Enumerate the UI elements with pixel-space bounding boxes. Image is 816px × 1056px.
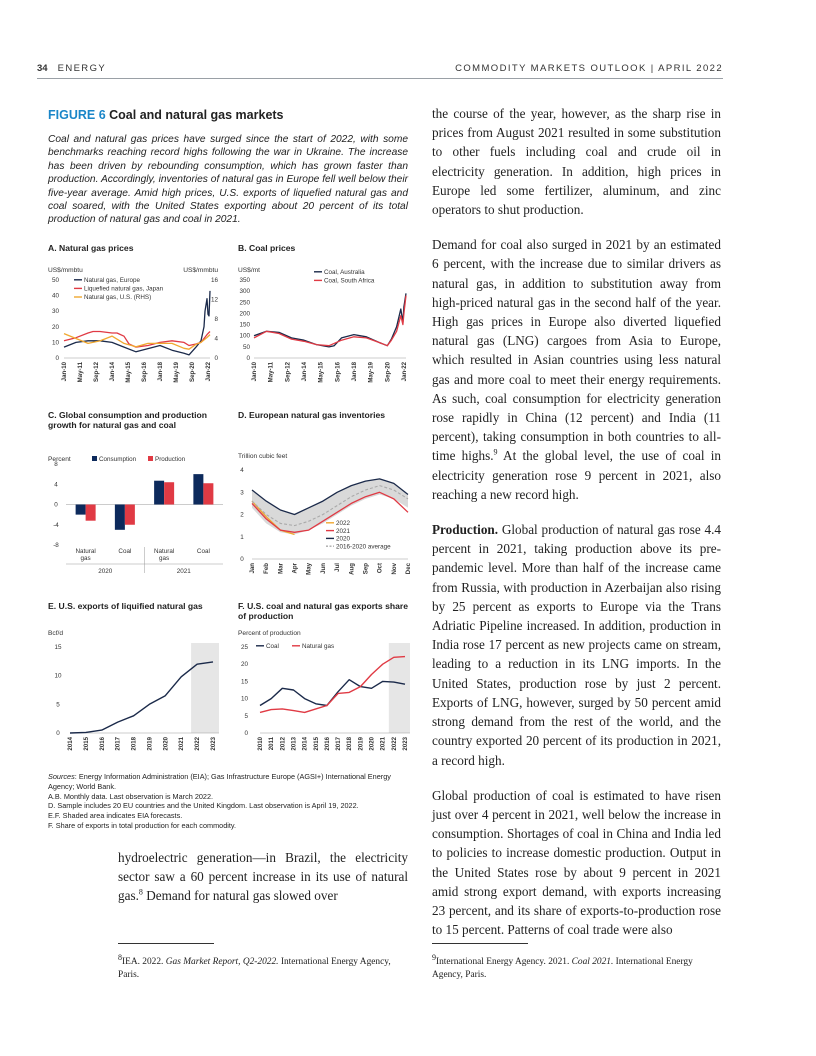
y-axis-label: US$/mmbtu bbox=[48, 267, 83, 274]
y-tick-label: 0 bbox=[240, 556, 244, 563]
legend-label: Coal bbox=[266, 643, 279, 650]
y-tick-label: 4 bbox=[240, 467, 244, 474]
panel-c-title: C. Global consumption and production growth for natural gas and coal bbox=[48, 410, 207, 431]
panel-f-title: F. U.S. coal and natural gas exports share of production bbox=[238, 601, 409, 622]
x-tick-label: Jan bbox=[249, 563, 256, 574]
x-tick-label: Sep-12 bbox=[93, 362, 100, 382]
figure-notes bbox=[48, 772, 418, 831]
x-tick-label: Aug bbox=[348, 563, 356, 575]
x-tick-label: 2021 bbox=[379, 737, 387, 751]
y-tick-label: 15 bbox=[54, 644, 62, 651]
category-label: Natural bbox=[153, 548, 175, 555]
y-axis-label: Percent bbox=[48, 456, 71, 463]
group-label: 2020 bbox=[98, 568, 113, 575]
footnote-9: $^9$International Energy Agency. 2021. Coal 2021. International Energy Agency, Paris. bbox=[432, 952, 693, 980]
y-tick-label: 5 bbox=[244, 712, 248, 720]
section-name: ENERGY bbox=[57, 63, 107, 74]
x-tick-label: 2012 bbox=[279, 737, 287, 751]
paragraph-lead: Production. bbox=[432, 522, 499, 538]
left-column-text bbox=[118, 848, 408, 922]
legend-label: Coal, South Africa bbox=[324, 277, 375, 285]
y-tick-label: 8 bbox=[214, 316, 218, 323]
note-line: A.B. Monthly data. Last observation is March 2022. bbox=[48, 791, 214, 801]
category-label: gas bbox=[80, 555, 91, 562]
x-tick-label: 2023 bbox=[210, 737, 217, 751]
category-label: Coal bbox=[118, 548, 132, 555]
x-tick-label: 2014 bbox=[67, 737, 74, 751]
y-tick-label: 100 bbox=[239, 332, 250, 340]
x-tick-label: 2015 bbox=[82, 737, 90, 751]
x-tick-label: Jan-18 bbox=[350, 362, 358, 382]
x-tick-label: May bbox=[305, 563, 313, 575]
y-axis-label: US$/mt bbox=[238, 267, 260, 274]
x-tick-label: Oct bbox=[376, 563, 384, 574]
x-tick-label: 2016 bbox=[98, 737, 106, 751]
x-tick-label: 2011 bbox=[268, 737, 276, 751]
category-label: Natural bbox=[75, 548, 96, 555]
x-tick-label: Dec bbox=[405, 563, 412, 575]
paragraph: Demand for coal also surged in 2021 by an estimated 6 percent, with the increase due to similar drivers as natural gas, in addition to substitution away from high-priced natural gas in the second half of the year. High gas prices in Europe also diverted liquefied natural gas (LNG) cargoes from Asia to Europe, which resulted in Asian countries using less natural gas and more coal to meet their energy requirements. As such, coal consumption for electricity generation rose rapidly in China (12 percent) and India (11 percent), taking consumption in both countries to all-time highs.$^9$ At the global level, the use of coal in electricity generation rose 9 percent in 2021, also reaching a new record high. bbox=[432, 237, 721, 502]
y-tick-label: 350 bbox=[239, 277, 250, 284]
note-line: F. Share of exports in total production for each commodity. bbox=[48, 820, 237, 830]
legend-label: Liquefied natural gas, Japan bbox=[84, 285, 164, 293]
category-label: Coal bbox=[196, 548, 210, 555]
y-tick-label: 0 bbox=[56, 730, 60, 737]
x-tick-label: 2018 bbox=[346, 737, 354, 751]
y-tick-label: 0 bbox=[214, 355, 218, 362]
footnote-rule bbox=[118, 943, 214, 944]
y-tick-label: 4 bbox=[214, 335, 218, 343]
chart-consumption-production-growth bbox=[48, 450, 228, 590]
footnote-8: $^8$IEA. 2022. Gas Market Report, Q2-2022. International Energy Agency, Paris. bbox=[118, 952, 391, 980]
y-axis-label: Trillion cubic feet bbox=[238, 453, 288, 460]
category-label: gas bbox=[159, 555, 170, 562]
y-tick-label: 0 bbox=[55, 355, 59, 362]
x-tick-label: Jan-18 bbox=[157, 362, 164, 382]
x-tick-label: Jan-22 bbox=[205, 362, 212, 382]
figure-number: FIGURE 6 bbox=[48, 108, 106, 122]
x-tick-label: Mar bbox=[277, 563, 285, 574]
x-tick-label: 2022 bbox=[194, 737, 202, 751]
group-label: 2021 bbox=[176, 568, 191, 575]
chart-european-gas-inventories bbox=[238, 450, 418, 590]
page-number: 34 bbox=[37, 63, 48, 74]
x-tick-label: 2015 bbox=[312, 737, 320, 751]
y-axis-label: Percent of production bbox=[238, 630, 301, 637]
y-tick-label: 50 bbox=[51, 277, 59, 284]
y-tick-label: 4 bbox=[54, 481, 58, 489]
paragraph: Global production of coal is estimated to have risen just over 4 percent in 2021, well below the increase in consumption. Shortages of coal in China and India led to policies to increase domestic production. Output in the United States rose by about 9 percent in 2021 amid strong export demand, with exports increasing 23 percent, and its share of exports-to-production rose to 15 percent. Patterns of coal trade were also bbox=[432, 787, 721, 938]
x-tick-label: 2020 bbox=[368, 737, 376, 751]
y-tick-label: 10 bbox=[240, 695, 248, 703]
figure-title bbox=[48, 108, 284, 122]
x-tick-label: Sep-16 bbox=[334, 362, 342, 382]
sources-text: : Energy Information Administration (EIA); Gas Infrastructure Europe (AGSI+) International Energy Agency; World Bank. bbox=[48, 772, 391, 791]
y-tick-label: 250 bbox=[239, 299, 250, 307]
x-tick-label: Jan-14 bbox=[109, 362, 116, 382]
legend-label: 2016-2020 average bbox=[336, 543, 391, 551]
sources-label: Sources bbox=[48, 772, 75, 781]
series-line bbox=[254, 293, 406, 347]
x-tick-label: Sep bbox=[362, 563, 370, 575]
x-tick-label: Jan-10 bbox=[251, 362, 258, 382]
y-tick-label: 0 bbox=[246, 355, 250, 362]
footnote-ref: 8 bbox=[138, 888, 143, 898]
chart-natural-gas-prices bbox=[48, 260, 228, 405]
bar bbox=[86, 505, 96, 521]
bar bbox=[193, 474, 203, 504]
x-tick-label: Apr bbox=[291, 563, 299, 574]
note-line: E.F. Shaded area indicates EIA forecasts. bbox=[48, 811, 183, 821]
bar bbox=[203, 483, 213, 504]
paragraph: Production. Global production of natural gas rose 4.4 percent in 2021, taking production above its pre-pandemic level. More than half of the increase came from Russia, with production in Azerbaijan also rising by 25 percent as exports to Europe via the Trans Adriatic Pipeline increased. In addition, production in India rose 17 percent as new projects came on stream, leading to a reduction in its LNG imports. In the United States, production rose by just 2 percent. Exports of LNG, however, surged by 50 percent amid strong demand from the rest of the world, and the country exported 20 percent of its production in 2021, a record high. bbox=[432, 522, 721, 768]
y-tick-label: 5 bbox=[56, 701, 60, 709]
x-tick-label: May-15 bbox=[317, 362, 325, 383]
footnote-rule bbox=[432, 943, 528, 944]
forecast-shading bbox=[191, 643, 219, 733]
y-tick-label: 3 bbox=[240, 489, 244, 497]
y-tick-label: 8 bbox=[54, 461, 58, 468]
series-line bbox=[64, 332, 210, 348]
x-tick-label: Feb bbox=[263, 563, 271, 574]
bar bbox=[115, 505, 125, 530]
y-tick-label: 40 bbox=[51, 292, 59, 300]
x-tick-label: 2020 bbox=[162, 737, 170, 751]
y-tick-label: 16 bbox=[210, 277, 218, 284]
series-line bbox=[260, 657, 405, 713]
paragraph: hydroelectric generation—in Brazil, the electricity sector saw a 60 percent increase in its use of natural gas.$^8$ Demand for natural gas slowed over bbox=[118, 850, 408, 904]
x-tick-label: 2013 bbox=[290, 737, 298, 751]
x-tick-label: 2010 bbox=[257, 737, 264, 751]
bar bbox=[164, 482, 174, 504]
x-tick-label: May-11 bbox=[267, 362, 275, 383]
note-line: D. Sample includes 20 EU countries and the United Kingdom. Last observation is April 19, 2022. bbox=[48, 801, 359, 811]
y-tick-label: -4 bbox=[53, 521, 59, 529]
y-tick-label: 0 bbox=[54, 501, 58, 509]
x-tick-label: Nov bbox=[390, 563, 398, 575]
legend-label: 2022 bbox=[336, 520, 351, 527]
x-tick-label: Jul bbox=[334, 563, 342, 572]
right-column-text bbox=[432, 104, 721, 955]
legend-swatch bbox=[148, 456, 153, 461]
legend-label: Consumption bbox=[99, 456, 137, 463]
y-tick-label: 1 bbox=[240, 533, 244, 541]
y-tick-label: 200 bbox=[239, 310, 250, 318]
x-tick-label: May-19 bbox=[367, 362, 375, 383]
figure-intro: Coal and natural gas prices have surged since the start of 2022, with some benchmarks reaching record highs following the war in Ukraine. The increase has been driven by rebounding consumption, which has grown faster than production. Accordingly, inventories of natural gas in Europe fell well below their five-year average. Amid high prices, U.S. exports of liquefied natural gas and coal soared, with the United States exporting about 20 percent of its total production of natural gas and coal in 2021. bbox=[48, 134, 408, 226]
x-tick-label: May-15 bbox=[125, 362, 132, 383]
x-tick-label: 2023 bbox=[402, 737, 409, 751]
series-line bbox=[254, 296, 406, 346]
x-tick-label: Jun bbox=[319, 563, 327, 574]
publication-title: COMMODITY MARKETS OUTLOOK | APRIL 2022 bbox=[455, 63, 723, 74]
legend-label: Natural gas, U.S. (RHS) bbox=[84, 294, 152, 302]
x-tick-label: Jan-14 bbox=[300, 362, 308, 382]
y-tick-label: 20 bbox=[51, 323, 59, 331]
y-tick-label: 25 bbox=[240, 644, 248, 651]
legend-swatch bbox=[92, 456, 97, 461]
y-tick-label: 150 bbox=[239, 321, 250, 329]
y-tick-label: -8 bbox=[53, 542, 59, 549]
legend-label: 2021 bbox=[336, 527, 351, 535]
series-line bbox=[260, 680, 405, 706]
legend-label: 2020 bbox=[336, 535, 351, 543]
x-tick-label: Sep-16 bbox=[141, 362, 148, 382]
x-tick-label: May-11 bbox=[77, 362, 84, 383]
x-tick-label: Jan-10 bbox=[61, 362, 68, 382]
y-axis-label: Bcf/d bbox=[48, 630, 64, 637]
x-tick-label: 2019 bbox=[146, 737, 154, 751]
footnote-ref: 9 bbox=[493, 448, 498, 458]
panel-e-title: E. U.S. exports of liquified natural gas bbox=[48, 601, 203, 611]
x-tick-label: Sep-20 bbox=[189, 362, 196, 382]
legend-label: Coal, Australia bbox=[324, 269, 365, 276]
x-tick-label: 2016 bbox=[323, 737, 331, 751]
y-tick-label: 10 bbox=[51, 339, 59, 347]
panel-b-title: B. Coal prices bbox=[238, 243, 296, 253]
figure-title-text: Coal and natural gas markets bbox=[109, 108, 284, 122]
y-tick-label: 10 bbox=[54, 672, 62, 680]
bar bbox=[125, 505, 135, 525]
x-tick-label: 2014 bbox=[301, 737, 309, 751]
x-tick-label: May-19 bbox=[173, 362, 180, 383]
x-tick-label: Sep-20 bbox=[384, 362, 392, 382]
chart-coal-prices bbox=[238, 260, 418, 405]
chart-us-lng-exports bbox=[48, 627, 228, 767]
y-tick-label: 300 bbox=[239, 288, 250, 296]
x-tick-label: 2021 bbox=[178, 737, 186, 751]
x-tick-label: 2017 bbox=[335, 737, 343, 751]
bar bbox=[76, 505, 86, 515]
y-tick-label: 2 bbox=[240, 511, 244, 519]
y-tick-label: 30 bbox=[51, 308, 59, 316]
legend-label: Production bbox=[155, 456, 186, 463]
x-tick-label: 2019 bbox=[357, 737, 365, 751]
x-tick-label: 2017 bbox=[114, 737, 122, 751]
bar bbox=[154, 481, 164, 505]
y-tick-label: 50 bbox=[242, 343, 250, 351]
legend-label: Natural gas, Europe bbox=[84, 277, 141, 284]
sources-note bbox=[48, 772, 418, 792]
legend-label: Natural gas bbox=[302, 643, 335, 650]
panel-d-title: D. European natural gas inventories bbox=[238, 410, 386, 420]
running-header-left bbox=[37, 63, 106, 74]
panel-a-title: A. Natural gas prices bbox=[48, 243, 134, 253]
paragraph: the course of the year, however, as the sharp rise in prices from August 2021 resulted in some substitution to other fuels including coal and crude oil in electricity generation. In addition, high prices in Europe led some fertilizer, aluminum, and zinc operators to shut production. bbox=[432, 106, 721, 218]
y-tick-label: 12 bbox=[210, 296, 218, 304]
x-tick-label: 2022 bbox=[390, 737, 398, 751]
chart-us-export-share bbox=[238, 627, 418, 767]
y-tick-label: 20 bbox=[240, 661, 248, 669]
x-tick-label: 2018 bbox=[130, 737, 138, 751]
y-tick-label: 0 bbox=[244, 730, 248, 737]
x-tick-label: Jan-22 bbox=[400, 362, 408, 382]
header-rule bbox=[37, 78, 723, 79]
x-tick-label: Sep-12 bbox=[284, 362, 292, 382]
y-axis-label: US$/mmbtu bbox=[183, 267, 218, 274]
y-tick-label: 15 bbox=[240, 678, 248, 686]
